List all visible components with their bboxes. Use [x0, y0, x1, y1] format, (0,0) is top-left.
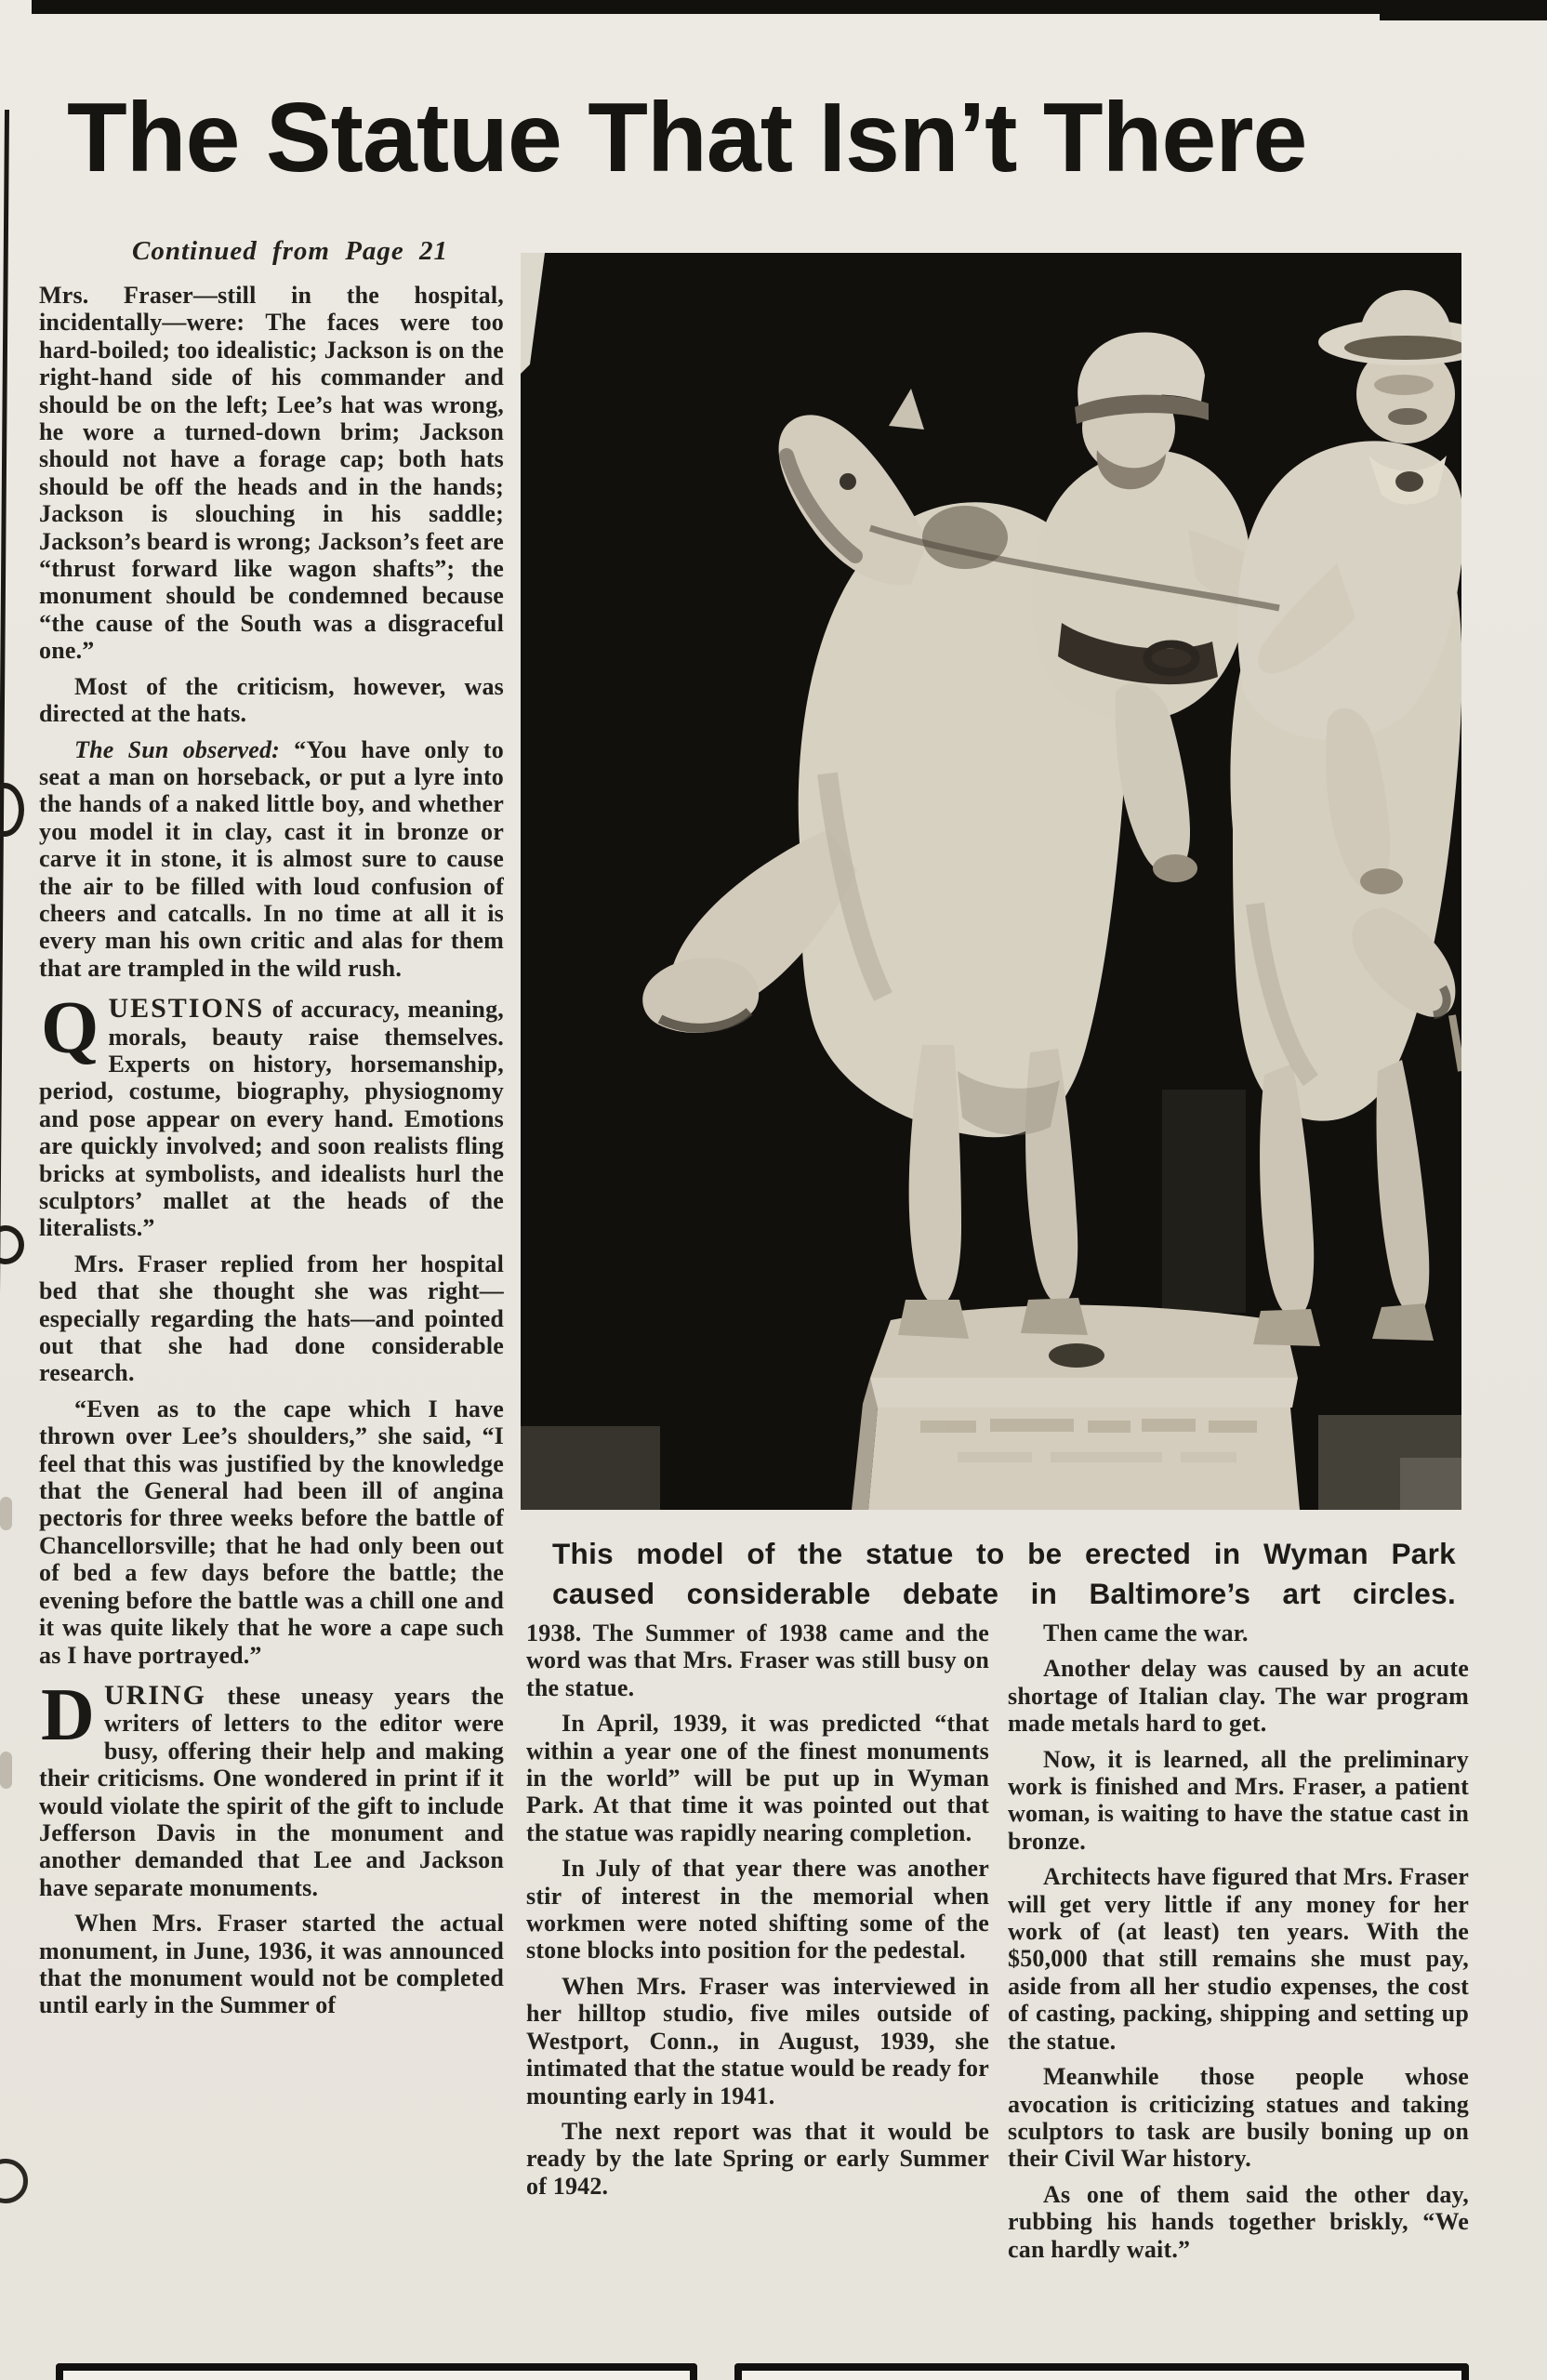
paragraph-text: 1938. The Summer of 1938 came and the word was that Mrs. Fraser was still busy on the statue.: [526, 1620, 989, 1701]
paragraph-text: When Mrs. Fraser started the actual monument, in June, 1936, it was announced that the monument would not be completed until early in the Summer of: [39, 1910, 504, 2019]
paragraph-text: “You have only to seat a man on horseback, or put a lyre into the hands of a naked little boy, and whether you model it in clay, cast it in bronze or carve it in stone, it is almost sure to cause the air to be filled with loud confusion of cheers and catcalls. In no time at all it is every man his own critic and alas for them that are trampled in the wild rush.: [39, 735, 504, 982]
photo-caption-line1: This model of the statue to be erected in Wyman Park: [552, 1537, 1456, 1570]
paragraph: [39, 736, 504, 983]
scan-edge-top: [32, 0, 1547, 14]
paragraph: [39, 673, 504, 728]
paragraph: [39, 1395, 504, 1669]
paragraph: [1008, 1655, 1469, 1737]
paragraph: [1008, 1746, 1469, 1856]
paragraph-text: Meanwhile those people whose avocation is criticizing statues and taking sculptors to task are busily boning up on their Civil War history.: [1008, 2063, 1469, 2173]
paragraph-text: Then came the war.: [1043, 1620, 1249, 1646]
article-column-left: [39, 282, 504, 2380]
paragraph: [526, 1973, 989, 2109]
bottom-ad-box-right: [734, 2363, 1469, 2380]
scan-artifact: [0, 1225, 24, 1264]
scan-artifact: [0, 1497, 12, 1530]
paragraph: [39, 282, 504, 665]
scan-artifact: [0, 2159, 28, 2203]
paragraph-text: Mrs. Fraser—still in the hospital, incidentally—were: The faces were too hard-boiled; too idealistic; Jackson is on the right-hand side of his commander and should be on the left; Lee’s hat was wrong, he wore a turned-down brim; Jackson should not have a forage cap; both hats should be off the heads and in the hands; Jackson is slouching in his saddle; Jackson’s beard is wrong; Jackson’s feet are “thrust forward like wagon shafts”; the monument should be condemned because “the cause of the South was a disgraceful one.”: [39, 282, 504, 665]
paragraph-text: When Mrs. Fraser was interviewed in her hilltop studio, five miles outside of Westport, Conn., in August, 1939, she intimated that the statue would be ready for mounting early in 1941.: [526, 1972, 989, 2109]
lead-caps: UESTIONS: [108, 993, 265, 1025]
paragraph-text: these uneasy years the writers of letters to the editor were busy, offering their help and making their criticisms. One wondered in print if it would violate the spirit of the gift to include Jefferson Davis in the monument and another demanded that Lee and Jackson have separate monuments.: [39, 1682, 504, 1901]
paragraph: [39, 1910, 504, 2019]
scan-edge-top-right: [1380, 0, 1547, 20]
paragraph: [526, 2118, 989, 2200]
paragraph-text: Now, it is learned, all the preliminary work is finished and Mrs. Fraser, a patient woman, is waiting to have the statue cast in bronze.: [1008, 1745, 1469, 1855]
paragraph: [39, 987, 504, 1242]
paragraph-text: Architects have figured that Mrs. Fraser will get very little if any money for her work of (at least) ten years. With the $50,000 that still remains she must pay, aside from all her studio expenses, the cost of casting, packing, shipping and setting up the statue.: [1008, 1863, 1469, 2055]
bottom-ad-box-left: [56, 2363, 697, 2380]
paragraph: [1008, 2063, 1469, 2173]
paragraph-text: In July of that year there was another stir of interest in the memorial when workmen were noted shifting some of the stone blocks into position for the pedestal.: [526, 1855, 989, 1964]
paragraph-text: Mrs. Fraser replied from her hospital bed that she thought she was right— especially regarding the hats—and pointed out that she had done considerable research.: [39, 1250, 504, 1387]
paragraph: [1008, 1620, 1469, 1646]
paragraph: [39, 1673, 504, 1901]
paragraph-text: The next report was that it would be ready by the late Spring or early Summer of 1942.: [526, 2117, 989, 2200]
paragraph-text: In April, 1939, it was predicted “that within a year one of the finest monuments in the world” will be put up in Wyman Park. At that time it was pointed out that the statue was rapidly nearing completion.: [526, 1710, 989, 1846]
italic-lead: The Sun observed:: [74, 735, 281, 763]
scan-artifact: [0, 783, 24, 837]
paragraph-text: “Even as to the cape which I have thrown over Lee’s shoulders,” she said, “I feel that this was justified by the knowledge that the General had been ill of angina pectoris for three weeks before the battle of Chancellorsville; that he had only been out of bed a few days before the battle; the evening before the battle was a chill one and it was quite likely that he wore a cape such as I have portrayed.”: [39, 1395, 504, 1669]
paragraph: [526, 1710, 989, 1846]
paragraph-text: As one of them said the other day, rubbing his hands together briskly, “We can hardly wait.”: [1008, 2180, 1469, 2263]
paragraph: [1008, 2181, 1469, 2263]
paragraph: [526, 1855, 989, 1964]
statue-photo: [521, 253, 1461, 1510]
continued-note: Continued from Page 21: [132, 236, 449, 266]
paragraph-text: Most of the criticism, however, was directed at the hats.: [39, 672, 504, 728]
paragraph-text: Another delay was caused by an acute shortage of Italian clay. The war program made metals hard to get.: [1008, 1655, 1469, 1738]
photo-caption-line2: caused considerable debate in Baltimore’s art circles.: [552, 1577, 1456, 1610]
lead-caps: URING: [103, 1679, 206, 1711]
paragraph: [39, 1250, 504, 1387]
article-column-right: [1008, 1620, 1469, 2380]
drop-cap: Q: [41, 987, 99, 1070]
article-headline: The Statue That Isn’t There: [67, 83, 1307, 192]
paragraph: [1008, 1863, 1469, 2055]
paragraph: [526, 1620, 989, 1701]
scan-artifact: [0, 1752, 12, 1789]
article-column-middle: [526, 1620, 989, 2380]
paragraph-text: of accuracy, meaning, morals, beauty raise themselves. Experts on history, horsemanship, period, costume, biography, physiognomy and pose appear on every hand. Emotions are quickly involved; and soon realists fling bricks at symbolists, and idealists hurl the sculptors’ mallet at the heads of the literalists.”: [39, 996, 504, 1242]
drop-cap: D: [41, 1673, 95, 1756]
photo-caption: [552, 1534, 1456, 1614]
statue-photo-illustration: [521, 253, 1461, 1510]
